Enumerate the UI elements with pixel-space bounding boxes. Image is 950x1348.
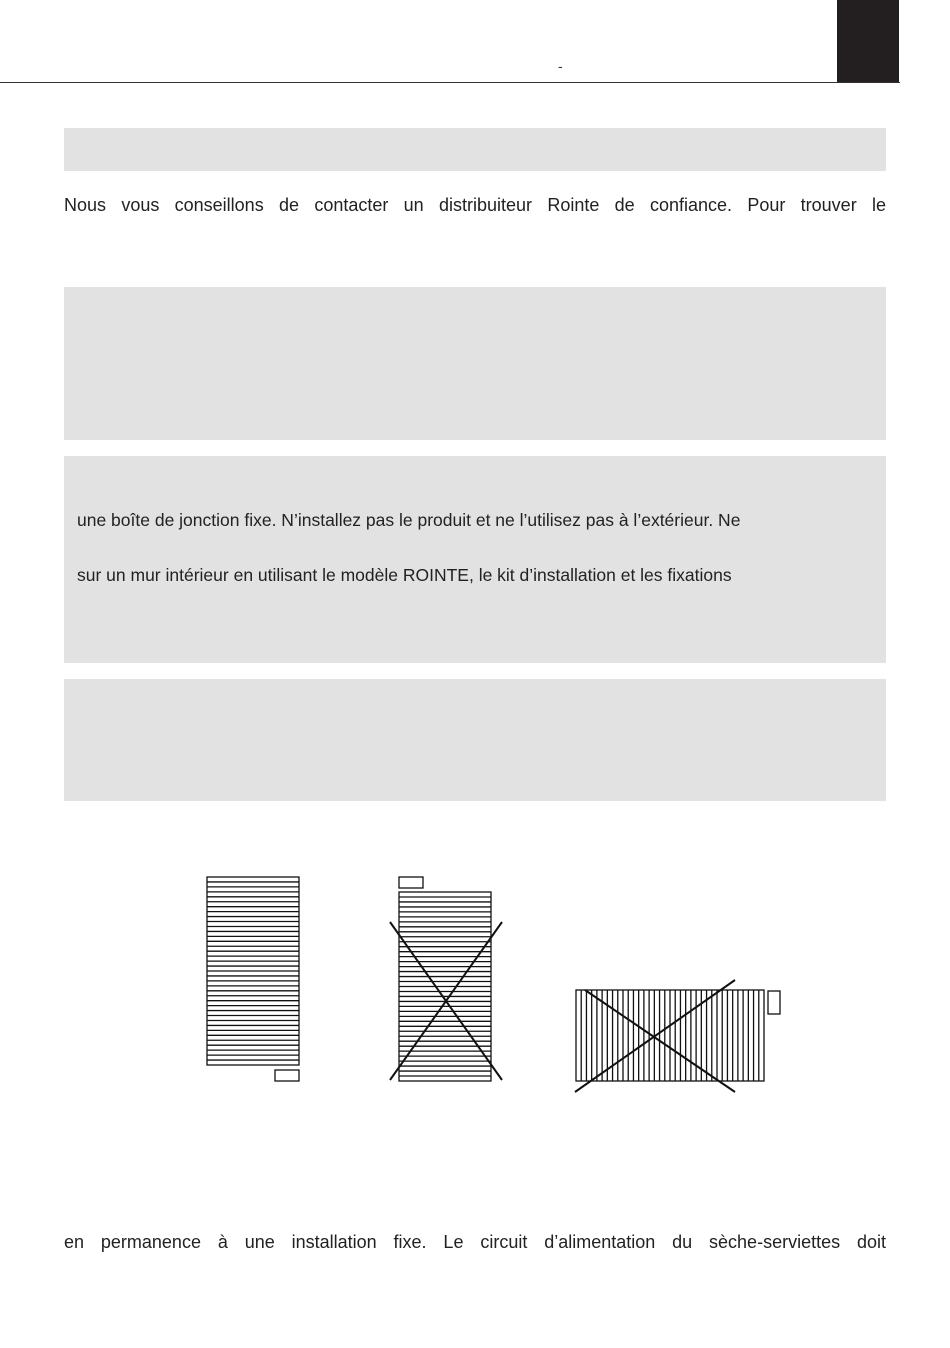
- intro-paragraph-line: Nous vous conseillons de contacter un distribuiteur Rointe de confiance. Pour trouver le: [64, 195, 886, 215]
- control-unit-box: [275, 1070, 299, 1081]
- warning-box-1: [64, 287, 886, 440]
- radiator-correct-orientation-diagram: [207, 877, 299, 1081]
- mounting-orientation-diagrams: [0, 860, 950, 1110]
- radiator-upside-down-incorrect-diagram: [390, 877, 502, 1081]
- section-heading-band: [64, 128, 886, 171]
- footer-paragraph-line: en permanence à une installation fixe. Le circuit d’alimentation du sèche-serviettes doit: [64, 1232, 886, 1252]
- control-unit-box: [399, 877, 423, 888]
- control-unit-box: [768, 991, 780, 1014]
- warning-box-3: [64, 679, 886, 801]
- header-rule: [0, 82, 900, 83]
- warning-box-2: [64, 456, 886, 663]
- warning-box-2-line-2: sur un mur intérieur en utilisant le modèle ROINTE, le kit d’installation et les fixations: [77, 565, 732, 585]
- chapter-tab: [837, 0, 899, 82]
- header-center-mark: -: [558, 58, 563, 74]
- warning-box-2-line-1: une boîte de jonction fixe. N’installez pas le produit et ne l’utilisez pas à l’extérieur. Ne: [77, 510, 741, 530]
- radiator-horizontal-incorrect-diagram: [575, 980, 780, 1092]
